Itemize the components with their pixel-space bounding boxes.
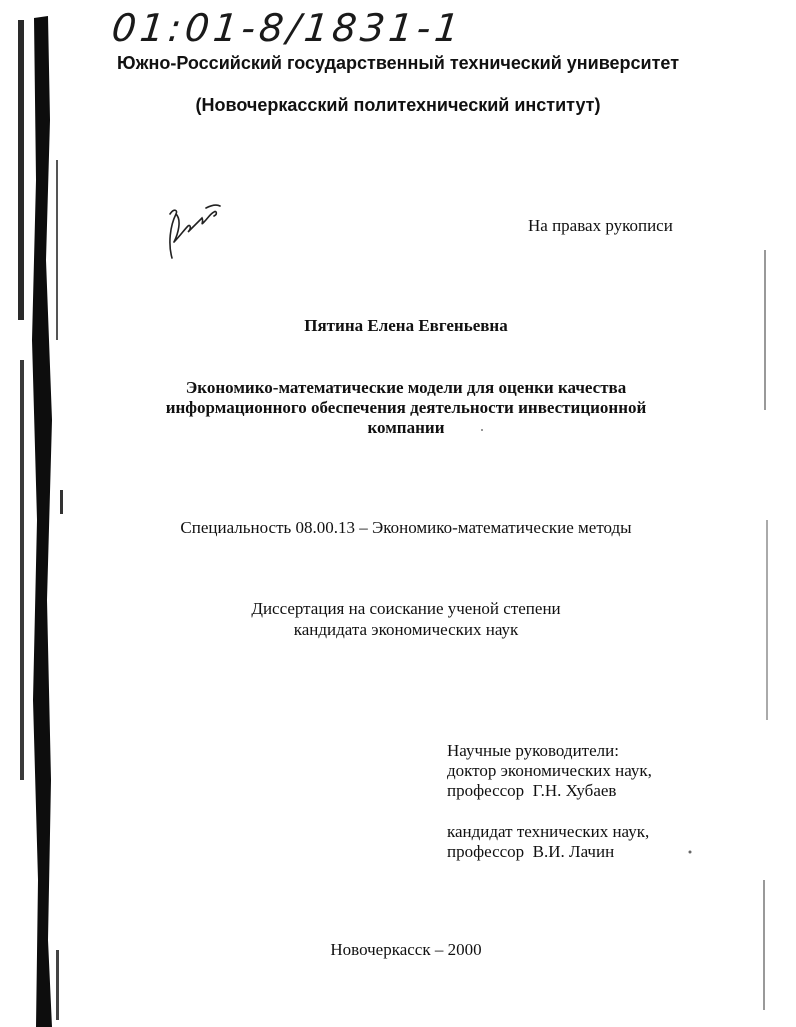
supervisor-name: профессор Г.Н. Хубаев [447, 781, 617, 800]
dissertation-title [140, 378, 672, 438]
university-name: Южно-Российский государственный технический университет [116, 53, 680, 73]
supervisor-name: профессор В.И. Лачин [447, 842, 615, 861]
title-line: компании [367, 418, 445, 437]
institute-name: (Новочеркасский политехнический институт) [195, 95, 601, 115]
degree-line: кандидата экономических наук [293, 620, 519, 639]
supervisor-degree: доктор экономических наук, [447, 761, 652, 780]
author-name: Пятина Елена Евгеньевна [304, 316, 508, 335]
degree-line: Диссертация на соискание ученой степени [251, 599, 561, 618]
supervisors-block [447, 741, 652, 862]
degree-statement [0, 598, 796, 640]
supervisor-degree: кандидат технических наук, [447, 822, 650, 841]
title-line: Экономико-математические модели для оценки качества [185, 378, 627, 397]
rights-note: На правах рукописи [528, 216, 673, 235]
supervisors-heading: Научные руководители: [447, 741, 619, 760]
city-year: Новочеркасск – 2000 [330, 940, 482, 959]
archive-code-handwritten: 01:01-8/1831-1 [109, 6, 466, 50]
handwritten-signature [158, 200, 230, 270]
title-line: информационного обеспечения деятельности инвестиционной [165, 398, 647, 417]
specialty: Специальность 08.00.13 – Экономико-математические методы [180, 518, 632, 537]
